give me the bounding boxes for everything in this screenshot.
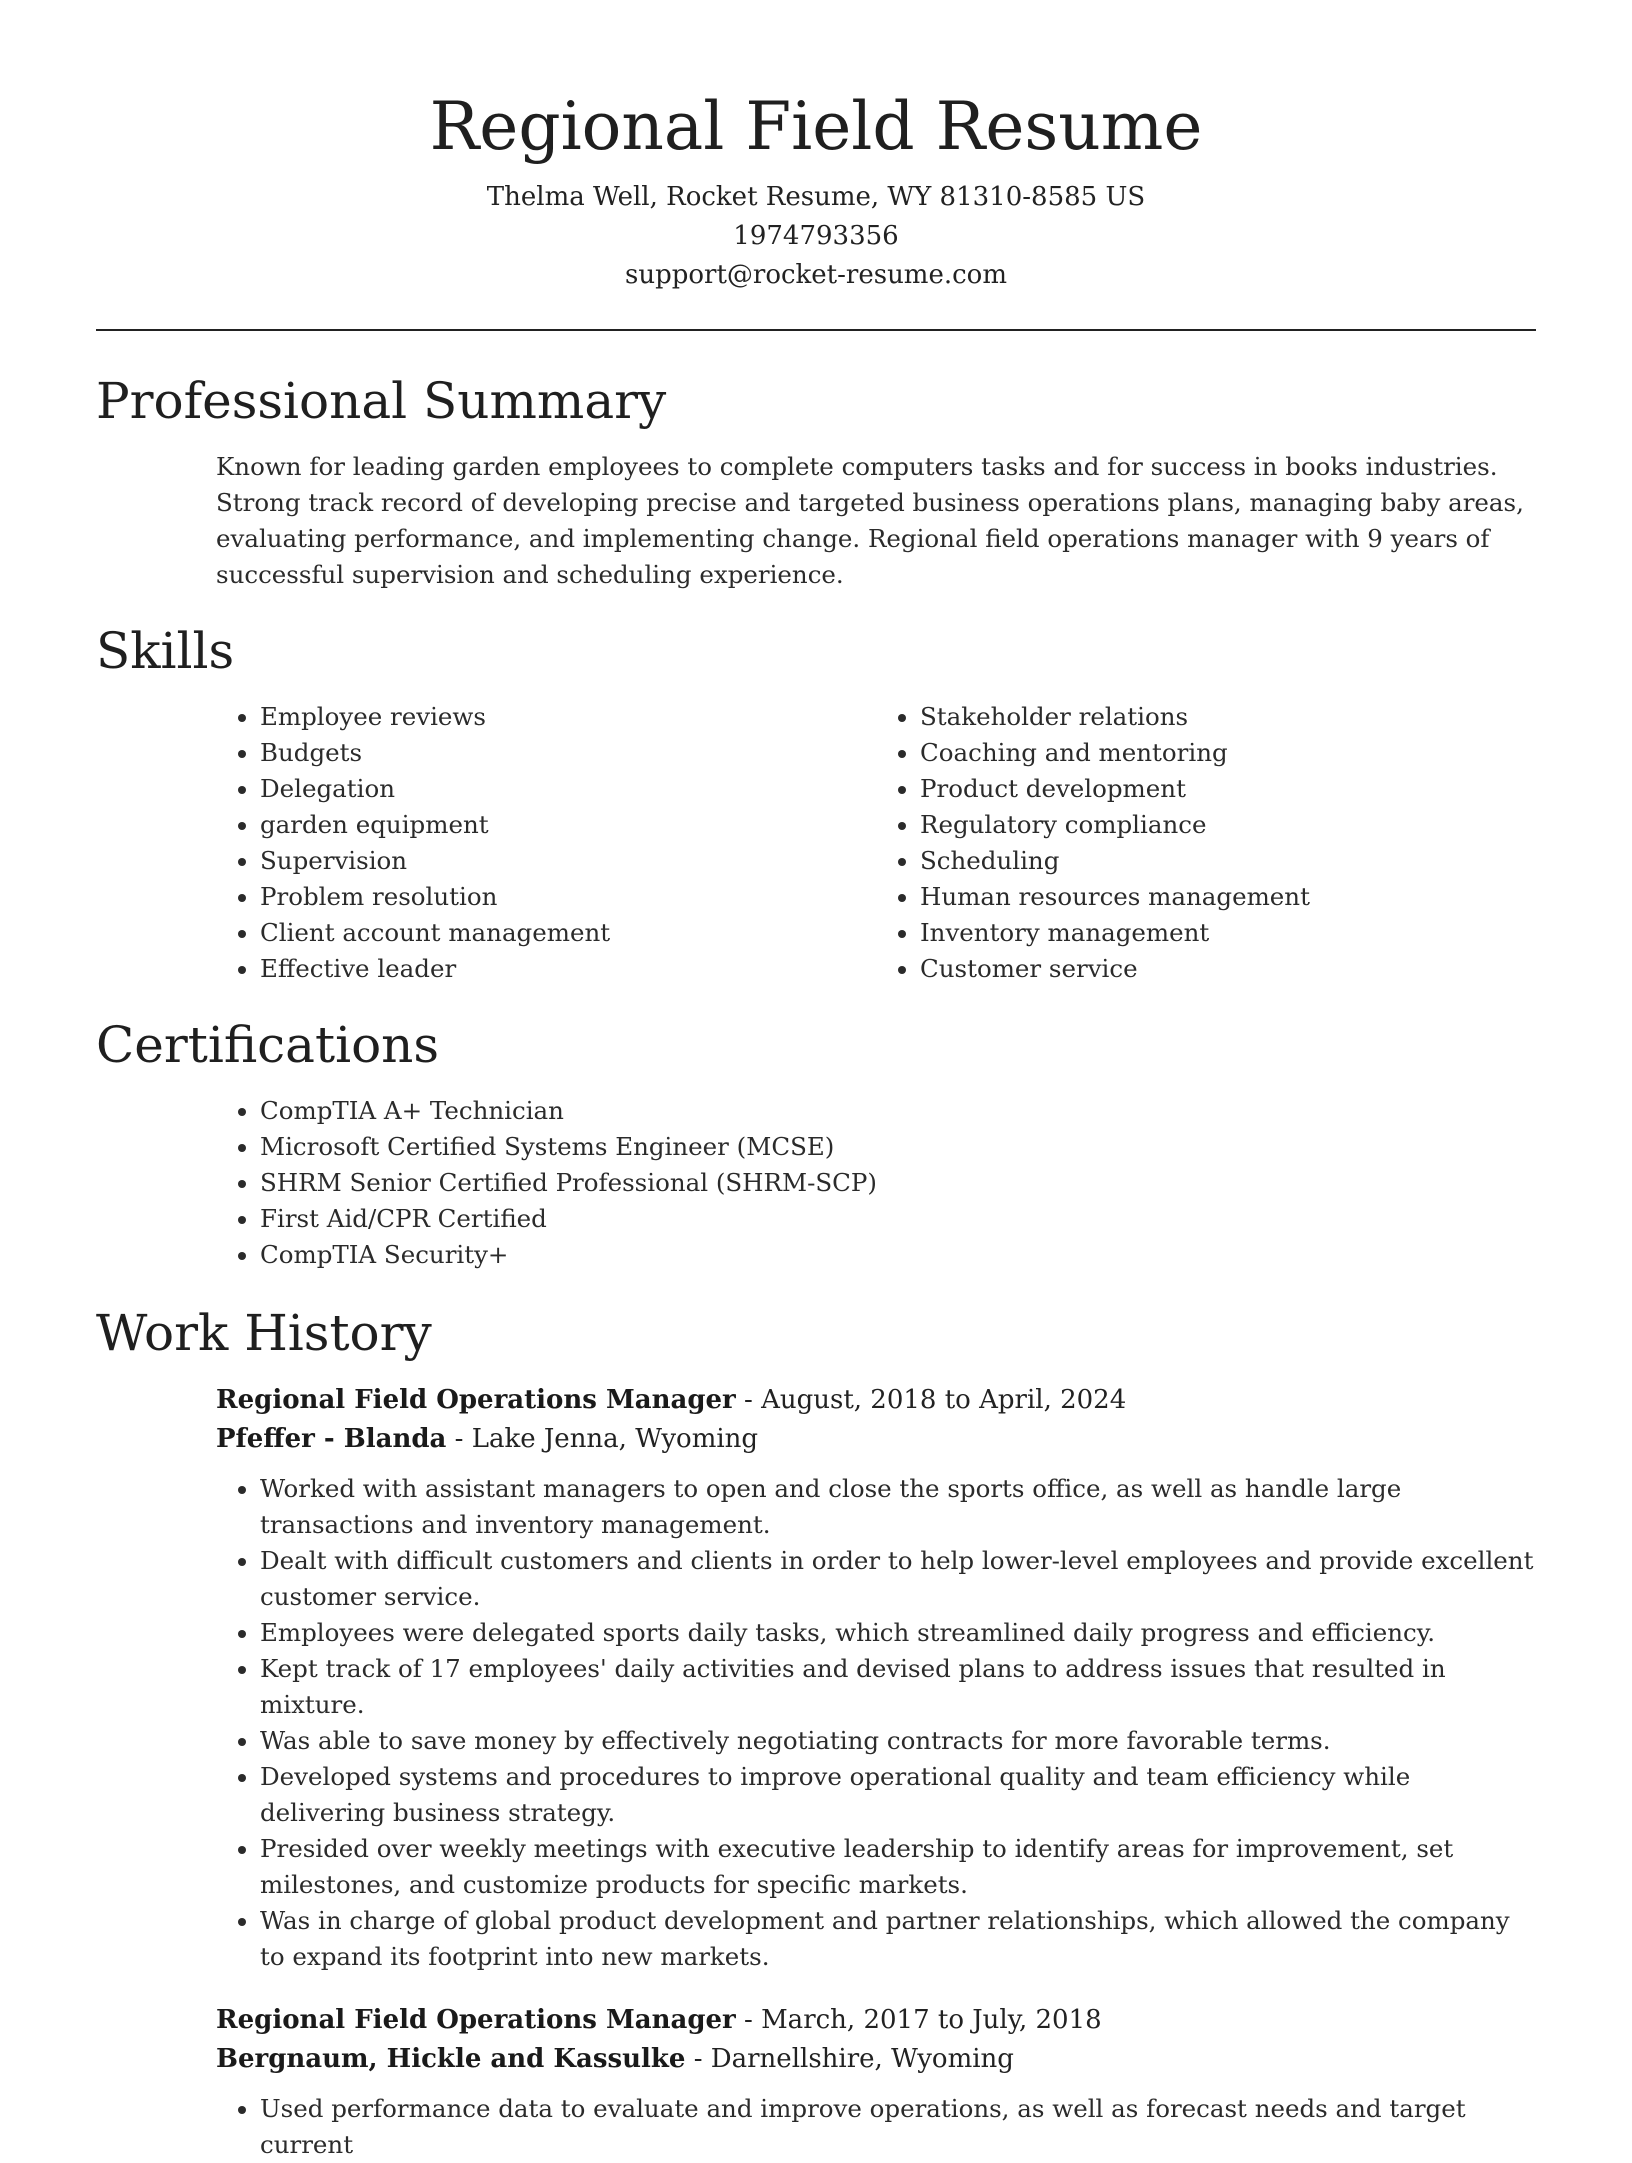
job-bullet: • Was in charge of global product development and partner relationships, which allowed the company to expand its footprint into new markets. bbox=[260, 1903, 1536, 1975]
job-entry bbox=[216, 2001, 1536, 2163]
skill-item: • Regulatory compliance bbox=[920, 807, 1536, 843]
skill-item: • Budgets bbox=[260, 735, 876, 771]
job-title-line bbox=[216, 2001, 1536, 2040]
skill-item: • Delegation bbox=[260, 771, 876, 807]
skill-item: • Customer service bbox=[920, 951, 1536, 987]
certification-item: • CompTIA Security+ bbox=[260, 1237, 1536, 1273]
skills-heading: Skills bbox=[96, 622, 235, 680]
job-bullet: • Used performance data to evaluate and improve operations, as well as forecast needs and target current bbox=[260, 2091, 1536, 2163]
work-history-heading: Work History bbox=[96, 1304, 432, 1362]
certification-item: • First Aid/CPR Certified bbox=[260, 1201, 1536, 1237]
certification-item: • SHRM Senior Certified Professional (SHRM-SCP) bbox=[260, 1165, 1536, 1201]
job-bullet: • Employees were delegated sports daily tasks, which streamlined daily progress and efficiency. bbox=[260, 1615, 1536, 1651]
skill-item: • garden equipment bbox=[260, 807, 876, 843]
job-bullets bbox=[216, 2091, 1536, 2163]
job-company: Pfeffer - Blanda bbox=[216, 1424, 447, 1454]
job-bullets bbox=[216, 1471, 1536, 1975]
contact-block bbox=[96, 178, 1536, 295]
skill-item: • Problem resolution bbox=[260, 879, 876, 915]
skill-item: • Coaching and mentoring bbox=[920, 735, 1536, 771]
skill-item: • Supervision bbox=[260, 843, 876, 879]
job-entry bbox=[216, 1381, 1536, 1975]
contact-phone: 1974793356 bbox=[733, 221, 899, 251]
contact-address: Thelma Well, Rocket Resume, WY 81310-8585 US bbox=[486, 182, 1146, 212]
job-role: Regional Field Operations Manager bbox=[216, 2005, 736, 2035]
certification-item: • CompTIA A+ Technician bbox=[260, 1093, 1536, 1129]
certifications-list bbox=[216, 1093, 1536, 1273]
job-location: - Darnellshire, Wyoming bbox=[685, 2044, 1014, 2074]
summary-heading: Professional Summary bbox=[96, 372, 667, 430]
job-bullet: • Presided over weekly meetings with executive leadership to identify areas for improvement, set milestones, and customize products for specific markets. bbox=[260, 1831, 1536, 1903]
job-title-line bbox=[216, 1381, 1536, 1420]
job-bullet: • Developed systems and procedures to improve operational quality and team efficiency while delivering business strategy. bbox=[260, 1759, 1536, 1831]
skills-list-right bbox=[876, 699, 1536, 987]
summary-text: Known for leading garden employees to complete computers tasks and for success in books industries. Strong track record of developing precise and targeted business operations plans, managing baby areas, evaluating performance, and implementing change. Regional field operations manager with 9 years of successful supervision and scheduling experience. bbox=[216, 452, 1524, 589]
skills-columns bbox=[216, 699, 1536, 987]
skill-item: • Stakeholder relations bbox=[920, 699, 1536, 735]
job-bullet: • Kept track of 17 employees' daily activities and devised plans to address issues that resulted in mixture. bbox=[260, 1651, 1536, 1723]
certifications-heading: Certifications bbox=[96, 1016, 440, 1074]
certification-item: • Microsoft Certified Systems Engineer (MCSE) bbox=[260, 1129, 1536, 1165]
job-company-line bbox=[216, 1420, 1536, 1459]
certifications-block bbox=[216, 1093, 1536, 1273]
job-company: Bergnaum, Hickle and Kassulke bbox=[216, 2044, 686, 2074]
skill-item: • Scheduling bbox=[920, 843, 1536, 879]
skill-item: • Employee reviews bbox=[260, 699, 876, 735]
header-divider bbox=[96, 329, 1536, 331]
skills-list-left bbox=[216, 699, 876, 987]
skill-item: • Product development bbox=[920, 771, 1536, 807]
job-location: - Lake Jenna, Wyoming bbox=[446, 1424, 759, 1454]
job-bullet: • Dealt with difficult customers and clients in order to help lower-level employees and provide excellent customer service. bbox=[260, 1543, 1536, 1615]
skill-item: • Inventory management bbox=[920, 915, 1536, 951]
contact-email: support@rocket-resume.com bbox=[624, 260, 1007, 290]
job-dates: - August, 2018 to April, 2024 bbox=[735, 1385, 1127, 1415]
job-bullet: • Was able to save money by effectively negotiating contracts for more favorable terms. bbox=[260, 1723, 1536, 1759]
skill-item: • Effective leader bbox=[260, 951, 876, 987]
job-role: Regional Field Operations Manager bbox=[216, 1385, 736, 1415]
resume-title: Regional Field Resume bbox=[429, 88, 1203, 165]
job-dates: - March, 2017 to July, 2018 bbox=[735, 2005, 1102, 2035]
skill-item: • Human resources management bbox=[920, 879, 1536, 915]
resume-page bbox=[96, 0, 1536, 2163]
job-bullet: • Worked with assistant managers to open and close the sports office, as well as handle large transactions and inventory management. bbox=[260, 1471, 1536, 1543]
job-company-line bbox=[216, 2040, 1536, 2079]
skill-item: • Client account management bbox=[260, 915, 876, 951]
